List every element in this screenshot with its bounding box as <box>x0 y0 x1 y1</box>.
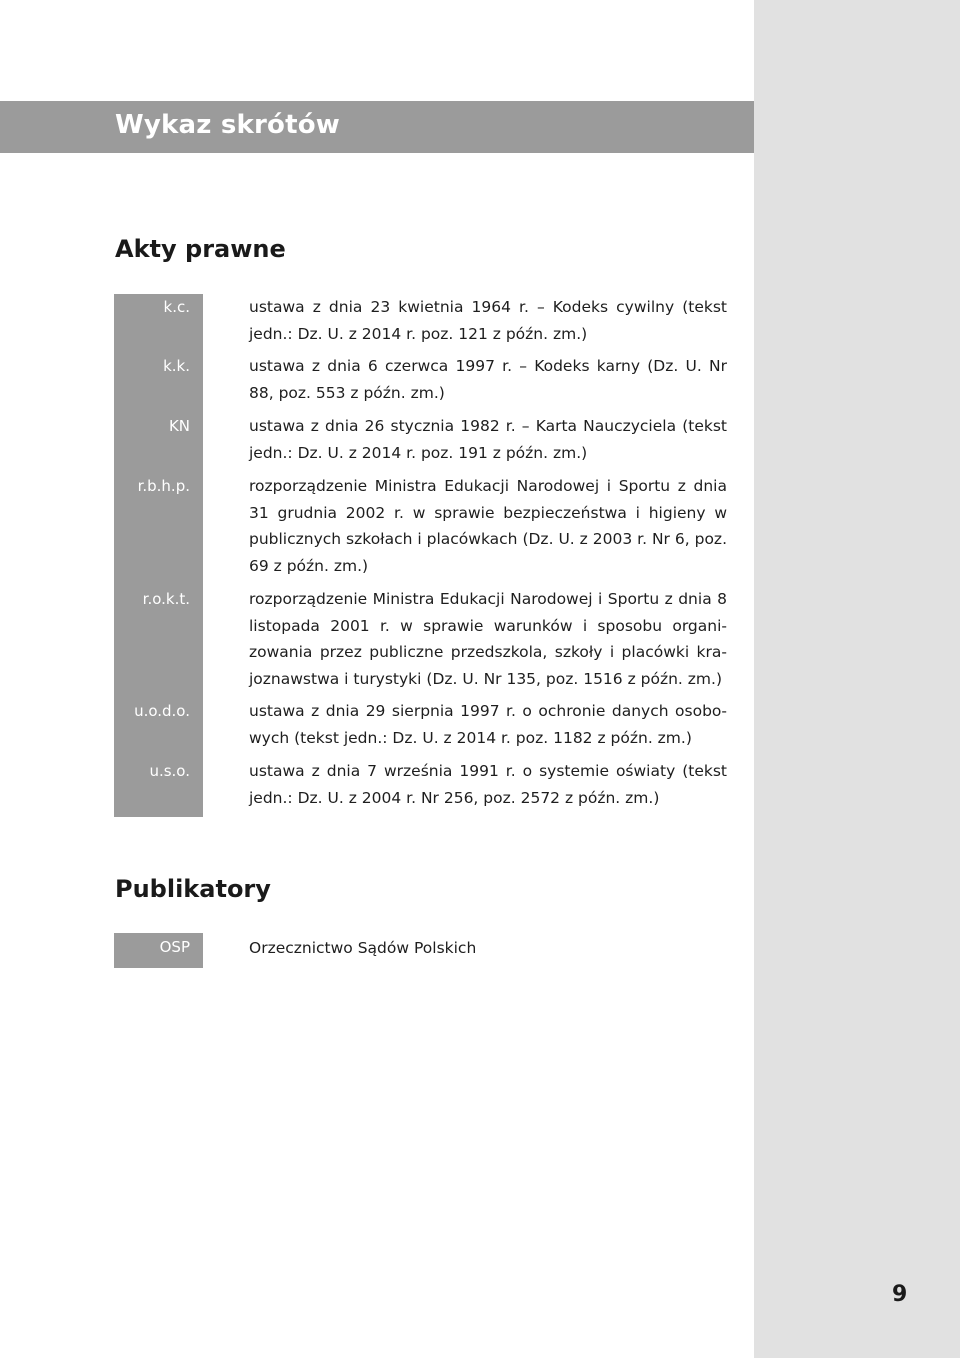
abbr-osp: OSP <box>159 938 190 956</box>
abbr-kn: KN <box>168 417 190 435</box>
entry-text-kc: ustawa z dnia 23 kwietnia 1964 r. – Kodeks cywilny (tekst jedn.: Dz. U. z 2014 r. poz. 121 z późn. zm.) <box>249 298 727 343</box>
entry-text-rokt: rozporządzenie Ministra Edukacji Narodowej i Sportu z dnia 8 listopada 2001 r. w sprawie warunków i sposobu organizowania przez publiczne przedszkola, szkoły i placówki krajoznawstwa i turystyki (Dz. U. Nr 135, poz. 1516 z późn. zm.) <box>249 590 727 688</box>
entry-text-uso: ustawa z dnia 7 września 1991 r. o systemie oświaty (tekst jedn.: Dz. U. z 2004 r. Nr 256, poz. 2572 z późn. zm.) <box>249 762 727 807</box>
section-heading-akty-prawne: Akty prawne <box>115 235 286 263</box>
publikatory-abbreviation-column <box>114 933 203 968</box>
abbr-rokt: r.o.k.t. <box>142 590 190 608</box>
entry-text-kn: ustawa z dnia 26 stycznia 1982 r. – Karta Nauczyciela (tekst jedn.: Dz. U. z 2014 r. poz. 191 z późn. zm.) <box>249 417 727 462</box>
side-margin-strip <box>754 0 960 1358</box>
abbr-kk: k.k. <box>163 357 190 375</box>
page-number: 9 <box>892 1282 908 1307</box>
page-title: Wykaz skrótów <box>115 110 341 140</box>
abbr-uso: u.s.o. <box>149 762 190 780</box>
entry-text-osp: Orzecznictwo Sądów Polskich <box>249 939 477 957</box>
entry-text-rbhp: rozporządzenie Ministra Edukacji Narodowej i Sportu z dnia 31 grudnia 2002 r. w sprawie bezpieczeństwa i higieny w publicznych szkołach i placówkach (Dz. U. z 2003 r. Nr 6, poz. 69 z późn. zm.) <box>249 477 727 575</box>
entry-text-kk: ustawa z dnia 6 czerwca 1997 r. – Kodeks karny (Dz. U. Nr 88, poz. 553 z późn. zm.) <box>249 357 727 402</box>
abbr-kc: k.c. <box>163 298 190 316</box>
entry-text-uodo: ustawa z dnia 29 sierpnia 1997 r. o ochronie danych osobowych (tekst jedn.: Dz. U. z 2014 r. poz. 1182 z późn. zm.) <box>249 702 727 747</box>
abbreviation-column <box>114 294 203 817</box>
title-bar <box>0 101 754 153</box>
section-heading-publikatory: Publikatory <box>115 875 271 903</box>
abbr-uodo: u.o.d.o. <box>134 702 190 720</box>
abbr-rbhp: r.b.h.p. <box>137 477 190 495</box>
